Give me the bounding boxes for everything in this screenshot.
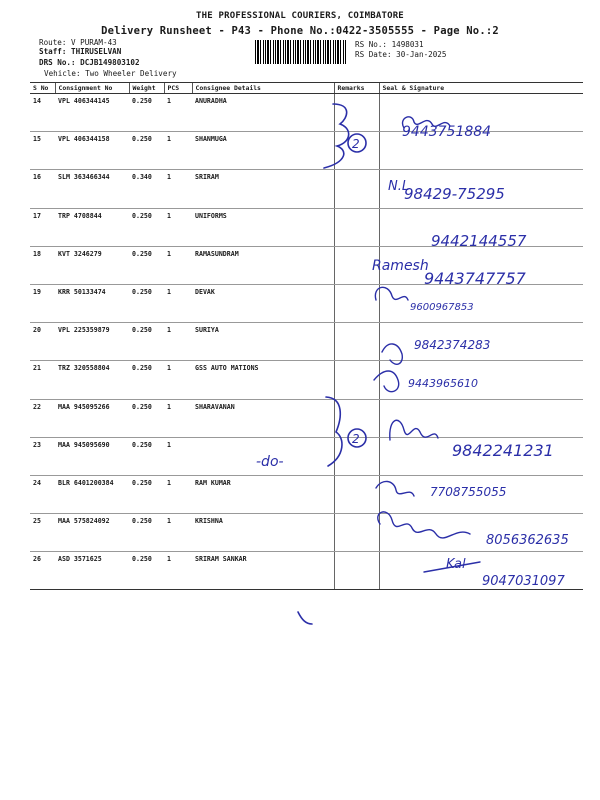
cell-pcs-text: 1: [167, 211, 171, 220]
cell-sno: [30, 208, 55, 246]
cell-consignment-no-text: KRR 50133474: [58, 287, 106, 296]
cell-remarks: [334, 284, 379, 322]
cell-sno-text: 16: [33, 173, 41, 182]
col-pcs: PCS: [164, 83, 192, 94]
cell-consignee: [192, 132, 334, 170]
cell-remarks: [334, 132, 379, 170]
table-row: [30, 208, 583, 246]
rs-number: RS No.: 1498031: [355, 40, 424, 49]
cell-consignee: [192, 246, 334, 284]
drs-number: DRS No.: DCJB149803102: [39, 58, 140, 67]
cell-consignment-no-text: MAA 945095266: [58, 402, 110, 411]
cell-pcs: [164, 94, 192, 132]
cell-weight: [129, 437, 164, 475]
table-row: [30, 170, 583, 208]
col-consignee-details: Consignee Details: [192, 83, 334, 94]
cell-weight: [129, 475, 164, 513]
cell-seal-signature: [379, 399, 583, 437]
cell-weight-text: 0.250: [132, 555, 152, 564]
cell-consignment-no-text: VPL 225359879: [58, 326, 110, 335]
vehicle-label: Vehicle: Two Wheeler Delivery: [44, 69, 177, 78]
cell-pcs: [164, 284, 192, 322]
cell-consignee-text: UNIFORMS: [195, 211, 227, 220]
col-seal-signature: Seal & Signature: [379, 83, 583, 94]
cell-weight-text: 0.340: [132, 173, 152, 182]
cell-consignee: [192, 514, 334, 552]
cell-consignment-no: [55, 170, 129, 208]
cell-weight-text: 0.250: [132, 402, 152, 411]
cell-consignee-text: SHANMUGA: [195, 135, 227, 144]
cell-weight-text: 0.250: [132, 517, 152, 526]
cell-weight: [129, 208, 164, 246]
cell-consignment-no-text: KVT 3246279: [58, 249, 102, 258]
sign-phone-4: 9443747757: [424, 269, 526, 288]
cell-sno-text: 15: [33, 135, 41, 144]
sign-phone-10: 8056362635: [486, 533, 569, 548]
cell-remarks: [334, 246, 379, 284]
cell-pcs: [164, 437, 192, 475]
cell-weight: [129, 284, 164, 322]
cell-consignee: [192, 361, 334, 399]
cell-sno-text: 26: [33, 555, 41, 564]
rs-date: RS Date: 30-Jan-2025: [355, 50, 447, 59]
cell-sno-text: 23: [33, 440, 41, 449]
cell-seal-signature: [379, 361, 583, 399]
cell-weight: [129, 170, 164, 208]
cell-consignee: [192, 208, 334, 246]
cell-consignee: [192, 475, 334, 513]
cell-pcs: [164, 399, 192, 437]
cell-pcs-text: 1: [167, 440, 171, 449]
cell-consignee-text: SHARAVANAN: [195, 402, 235, 411]
cell-pcs: [164, 323, 192, 361]
cell-consignee-text: ANURADHA: [195, 97, 227, 105]
cell-sno: [30, 552, 55, 590]
runsheet-table: [30, 82, 583, 590]
barcode: [255, 40, 347, 64]
cell-consignee-text: RAMASUNDRAM: [195, 249, 239, 258]
cell-pcs-text: 1: [167, 287, 171, 296]
cell-pcs: [164, 246, 192, 284]
sign-name-1: N.L: [388, 179, 410, 194]
cell-seal-signature: [379, 284, 583, 322]
remark-mark-1: 2: [352, 137, 360, 151]
cell-seal-signature: [379, 170, 583, 208]
cell-pcs: [164, 361, 192, 399]
cell-remarks: [334, 514, 379, 552]
cell-weight-text: 0.250: [132, 135, 152, 144]
pen-tick: [298, 612, 312, 624]
cell-pcs: [164, 514, 192, 552]
cell-weight-text: 0.250: [132, 478, 152, 487]
cell-consignment-no: [55, 475, 129, 513]
cell-weight: [129, 399, 164, 437]
cell-remarks: [334, 437, 379, 475]
cell-consignment-no-text: SLM 363466344: [58, 173, 110, 182]
cell-sno-text: 22: [33, 402, 41, 411]
cell-pcs-text: 1: [167, 402, 171, 411]
cell-weight: [129, 323, 164, 361]
cell-pcs-text: 1: [167, 364, 171, 373]
cell-sno-text: 24: [33, 478, 41, 487]
cell-sno-text: 20: [33, 326, 41, 335]
cell-weight: [129, 552, 164, 590]
table-row: [30, 437, 583, 475]
table-row: [30, 361, 583, 399]
ditto-mark: -do-: [256, 454, 284, 470]
table-header-row: [30, 83, 583, 94]
cell-seal-signature: [379, 246, 583, 284]
table-row: [30, 323, 583, 361]
cell-pcs: [164, 208, 192, 246]
cell-remarks: [334, 208, 379, 246]
cell-sno: [30, 94, 55, 132]
cell-consignment-no-text: VPL 406344145: [58, 97, 110, 105]
col-weight: Weight: [129, 83, 164, 94]
sign-phone-5: 9600967853: [410, 302, 474, 313]
cell-consignment-no: [55, 323, 129, 361]
cell-sno: [30, 170, 55, 208]
cell-consignment-no: [55, 361, 129, 399]
cell-consignment-no-text: MAA 575824092: [58, 517, 110, 526]
cell-consignee: [192, 399, 334, 437]
cell-pcs-text: 1: [167, 555, 171, 564]
company-title: THE PROFESSIONAL COURIERS, COIMBATORE: [196, 11, 404, 21]
cell-weight-text: 0.250: [132, 97, 152, 105]
cell-consignee-text: DEVAK: [195, 287, 215, 296]
cell-remarks: [334, 552, 379, 590]
col-consignment-no: Consignment No: [55, 83, 129, 94]
cell-seal-signature: [379, 94, 583, 132]
cell-consignee-text: SRIRAM SANKAR: [195, 555, 247, 564]
route-label: Route: V PURAM-43: [39, 38, 117, 47]
cell-sno: [30, 361, 55, 399]
col-sno: S No: [30, 83, 55, 94]
cell-weight: [129, 514, 164, 552]
cell-pcs: [164, 132, 192, 170]
table-row: [30, 132, 583, 170]
table-row: [30, 284, 583, 322]
cell-pcs-text: 1: [167, 517, 171, 526]
sign-name-3: Kal: [446, 557, 466, 572]
cell-consignee: [192, 323, 334, 361]
cell-consignment-no-text: TRP 4708844: [58, 211, 102, 220]
remark-mark-2: 2: [352, 432, 360, 446]
table-row: [30, 552, 583, 590]
cell-sno: [30, 437, 55, 475]
cell-consignee: [192, 284, 334, 322]
cell-weight: [129, 94, 164, 132]
cell-weight-text: 0.250: [132, 287, 152, 296]
cell-consignment-no-text: BLR 6401200384: [58, 478, 114, 487]
cell-consignee-text: KRISHNA: [195, 517, 223, 526]
cell-sno-text: 19: [33, 287, 41, 296]
cell-seal-signature: [379, 514, 583, 552]
cell-seal-signature: [379, 552, 583, 590]
cell-consignment-no-text: VPL 406344158: [58, 135, 110, 144]
table-row: [30, 246, 583, 284]
cell-consignment-no: [55, 437, 129, 475]
cell-seal-signature: [379, 132, 583, 170]
cell-sno-text: 21: [33, 364, 41, 373]
cell-remarks: [334, 361, 379, 399]
cell-consignment-no: [55, 284, 129, 322]
cell-remarks: [334, 475, 379, 513]
sign-name-2: Ramesh: [372, 258, 429, 274]
cell-seal-signature: [379, 208, 583, 246]
cell-consignee: [192, 437, 334, 475]
cell-sno: [30, 246, 55, 284]
cell-pcs-text: 1: [167, 326, 171, 335]
cell-pcs: [164, 552, 192, 590]
table-row: [30, 399, 583, 437]
cell-weight-text: 0.250: [132, 211, 152, 220]
cell-sno: [30, 514, 55, 552]
cell-consignment-no: [55, 514, 129, 552]
sign-phone-8: 9842241231: [452, 441, 554, 460]
cell-pcs-text: 1: [167, 97, 171, 105]
cell-sno-text: 14: [33, 97, 41, 105]
cell-remarks: [334, 323, 379, 361]
cell-seal-signature: [379, 475, 583, 513]
cell-sno: [30, 323, 55, 361]
cell-sno-text: 17: [33, 211, 41, 220]
sign-phone-6: 9842374283: [414, 338, 491, 352]
cell-sno-text: 18: [33, 249, 41, 258]
cell-seal-signature: [379, 323, 583, 361]
sign-phone-1: 9443751884: [402, 124, 492, 140]
cell-consignee: [192, 94, 334, 132]
cell-sno: [30, 132, 55, 170]
cell-consignment-no: [55, 552, 129, 590]
cell-consignment-no-text: TRZ 320558804: [58, 364, 110, 373]
cell-weight-text: 0.250: [132, 440, 152, 449]
cell-consignment-no: [55, 399, 129, 437]
cell-pcs: [164, 170, 192, 208]
sign-phone-7: 9443965610: [408, 377, 478, 390]
cell-consignee-text: SRIRAM: [195, 173, 219, 182]
cell-pcs: [164, 475, 192, 513]
cell-seal-signature: [379, 437, 583, 475]
cell-consignee-text: SURIYA: [195, 326, 219, 335]
cell-weight-text: 0.250: [132, 326, 152, 335]
table-row: [30, 94, 583, 132]
table-row: [30, 514, 583, 552]
cell-consignee-text: [195, 438, 334, 441]
cell-remarks: [334, 94, 379, 132]
cell-sno: [30, 475, 55, 513]
cell-pcs-text: 1: [167, 173, 171, 182]
cell-weight: [129, 246, 164, 284]
cell-consignee-text: RAM KUMAR: [195, 478, 231, 487]
cell-remarks: [334, 170, 379, 208]
cell-consignee: [192, 170, 334, 208]
cell-consignment-no: [55, 208, 129, 246]
sign-phone-2: 98429-75295: [404, 185, 505, 203]
cell-consignment-no: [55, 132, 129, 170]
cell-weight-text: 0.250: [132, 249, 152, 258]
cell-sno: [30, 284, 55, 322]
cell-pcs-text: 1: [167, 478, 171, 487]
sign-phone-11: 9047031097: [482, 574, 565, 589]
runsheet-title: Delivery Runsheet - P43 - Phone No.:0422-3505555 - Page No.:2: [101, 25, 499, 37]
cell-weight: [129, 132, 164, 170]
staff-label: Staff: THIRUSELVAN: [39, 47, 122, 56]
cell-consignee-text: GSS AUTO MATIONS: [195, 364, 259, 373]
table-row: [30, 475, 583, 513]
cell-weight: [129, 361, 164, 399]
cell-remarks: [334, 399, 379, 437]
sign-phone-3: 9442144557: [431, 232, 527, 250]
cell-sno: [30, 399, 55, 437]
col-remarks: Remarks: [334, 83, 379, 94]
sign-phone-9: 7708755055: [430, 485, 507, 499]
cell-pcs-text: 1: [167, 135, 171, 144]
cell-consignment-no-text: ASD 3571625: [58, 555, 102, 564]
cell-consignee: [192, 552, 334, 590]
cell-pcs-text: 1: [167, 249, 171, 258]
cell-consignment-no: [55, 246, 129, 284]
cell-sno-text: 25: [33, 517, 41, 526]
cell-weight-text: 0.250: [132, 364, 152, 373]
cell-consignment-no: [55, 94, 129, 132]
cell-consignment-no-text: MAA 945095690: [58, 440, 110, 449]
